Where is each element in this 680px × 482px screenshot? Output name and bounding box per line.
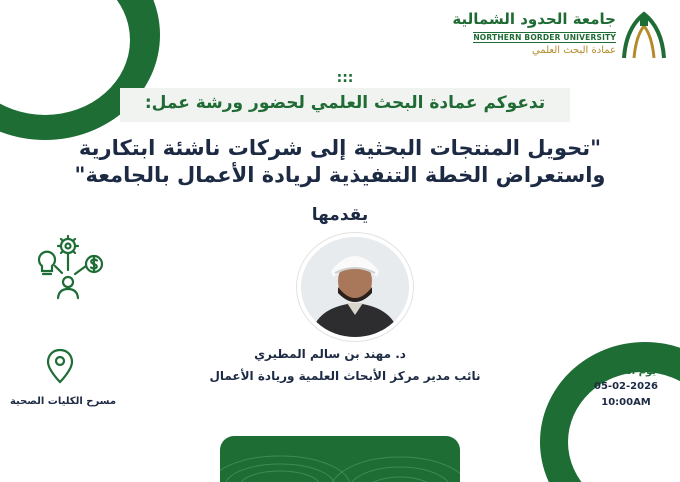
- presenter-heading: يقدمها: [311, 205, 369, 225]
- presenter-photo: [297, 233, 413, 341]
- bottom-decorative-band: [220, 436, 460, 482]
- decorative-dots: :::: [336, 70, 354, 86]
- university-logo: [452, 8, 674, 64]
- location-pin-icon: [46, 348, 74, 384]
- event-day: يوم الخميس: [595, 366, 657, 377]
- event-time: 10:00AM: [601, 397, 651, 408]
- university-emblem-icon: [616, 8, 672, 64]
- logo-deanship-arabic: عمادة البحث العلمي: [531, 45, 616, 56]
- location-text: مسرح الكليات الصحية: [9, 396, 117, 407]
- contour-pattern-icon: [220, 436, 460, 482]
- innovation-icon: [28, 232, 108, 302]
- event-date: 05-02-2026: [594, 381, 658, 392]
- presenter-role: نائب مدير مركز الأبحاث العلمية وريادة الأعمال: [209, 369, 481, 383]
- logo-name-english: NORTHERN BORDER UNIVERSITY: [473, 33, 616, 42]
- presenter-portrait-icon: [301, 237, 409, 337]
- invite-text: تدعوكم عمادة البحث العلمي لحضور ورشة عمل:: [144, 93, 546, 113]
- presenter-name: د. مهند بن سالم المطيري: [254, 347, 406, 361]
- workshop-title-line-1: "تحويل المنتجات البحثية إلى شركات ناشئة ابتكارية: [78, 136, 602, 160]
- workshop-title-line-2: واستعراض الخطة التنفيذية لريادة الأعمال بالجامعة": [74, 163, 606, 187]
- logo-name-arabic: جامعة الحدود الشمالية: [452, 10, 616, 28]
